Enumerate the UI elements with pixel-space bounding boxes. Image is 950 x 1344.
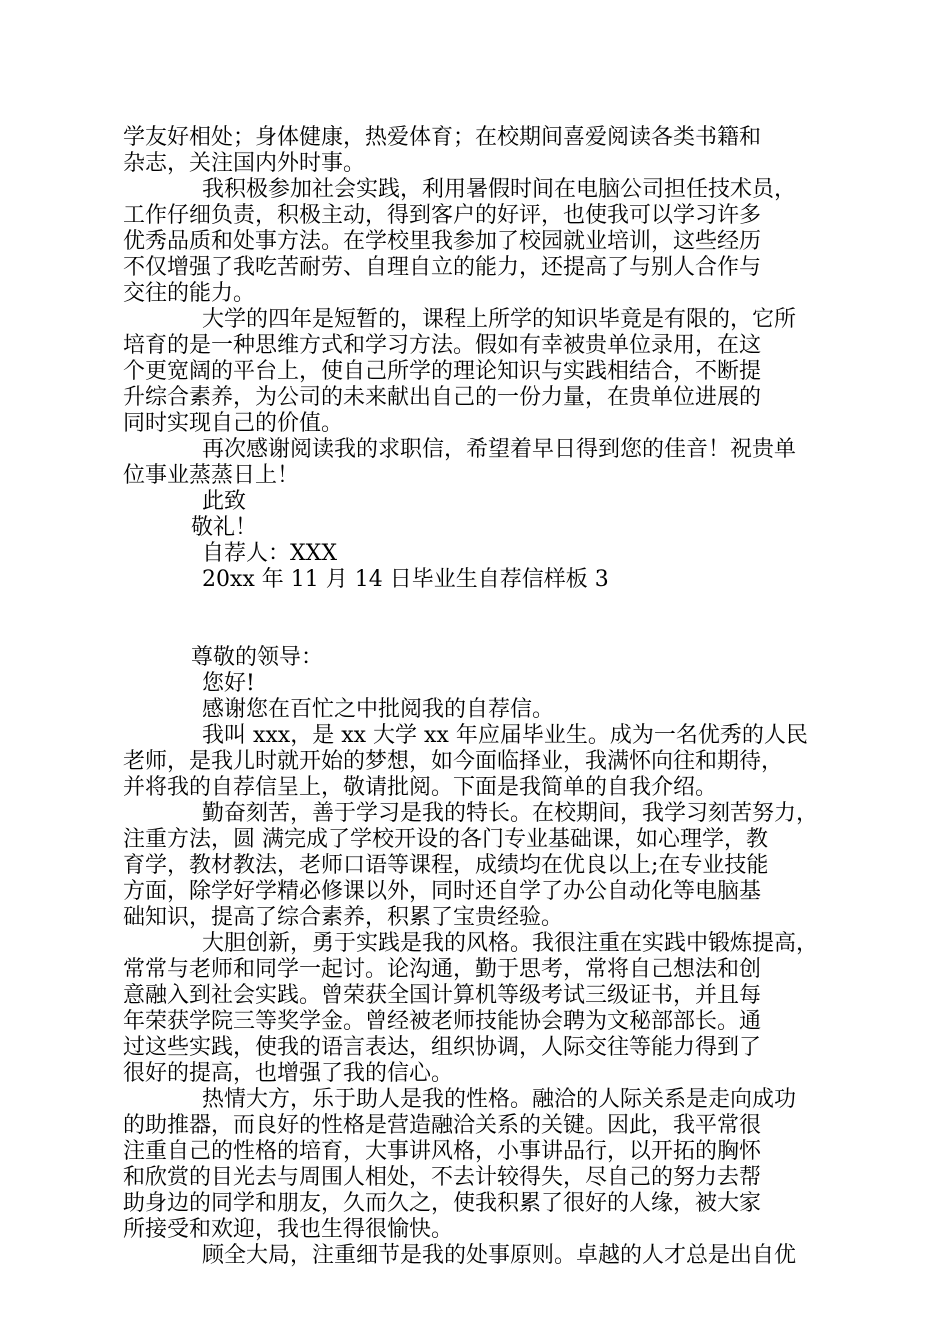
text-line: 20xx 年 11 月 14 日毕业生自荐信样板 3 — [202, 567, 609, 592]
text-line: 培育的是一种思维方式和学习方法。假如有幸被贵单位录用，在这 — [123, 333, 762, 358]
text-line: 学友好相处；身体健康，热爱体育；在校期间喜爱阅读各类书籍和 — [123, 125, 762, 150]
text-line: 工作仔细负责，积极主动，得到客户的好评，也使我可以学习许多 — [123, 203, 762, 228]
text-line: 年荣获学院三等奖学金。曾经被老师技能协会聘为文秘部部长。通 — [123, 1009, 762, 1034]
text-line: 优秀品质和处事方法。在学校里我参加了校园就业培训，这些经历 — [123, 229, 762, 254]
text-line: 顾全大局，注重细节是我的处事原则。卓越的人才总是出自优 — [202, 1243, 797, 1268]
text-line: 敬礼！ — [191, 515, 258, 540]
text-line: 不仅增强了我吃苦耐劳、自理自立的能力，还提高了与别人合作与 — [123, 255, 762, 280]
text-line: 我积极参加社会实践，利用暑假时间在电脑公司担任技术员， — [202, 177, 797, 202]
text-line: 方面，除学好学精必修课以外，同时还自学了办公自动化等电脑基 — [123, 879, 762, 904]
text-line: 自荐人：XXX — [202, 541, 337, 566]
text-line: 常常与老师和同学一起讨。论沟通，勤于思考，常将自己想法和创 — [123, 957, 762, 982]
text-line: 我叫 xxx，是 xx 大学 xx 年应届毕业生。成为一名优秀的人民 — [202, 723, 808, 748]
text-line: 注重方法，圆 满完成了学校开设的各门专业基础课，如心理学，教 — [123, 827, 768, 852]
text-line: 大胆创新，勇于实践是我的风格。我很注重在实践中锻炼提高， — [202, 931, 819, 956]
text-line: 所接受和欢迎，我也生得很愉快。 — [123, 1217, 454, 1242]
text-line: 勤奋刻苦，善于学习是我的特长。在校期间，我学习刻苦努力， — [202, 801, 819, 826]
text-line: 热情大方，乐于助人是我的性格。融洽的人际关系是走向成功 — [202, 1087, 797, 1112]
text-line: 过这些实践，使我的语言表达，组织协调，人际交往等能力得到了 — [123, 1035, 762, 1060]
text-line: 并将我的自荐信呈上，敬请批阅。下面是我简单的自我介绍。 — [123, 775, 718, 800]
text-line: 升综合素养，为公司的未来献出自己的一份力量，在贵单位进展的 — [123, 385, 762, 410]
text-line: 大学的四年是短暂的，课程上所学的知识毕竟是有限的，它所 — [202, 307, 797, 332]
text-line: 位事业蒸蒸日上！ — [123, 463, 300, 488]
text-line: 的助推器，而良好的性格是营造融洽关系的关键。因此，我平常很 — [123, 1113, 762, 1138]
text-line: 尊敬的领导： — [191, 645, 324, 670]
text-line: 意融入到社会实践。曾荣获全国计算机等级考试三级证书，并且每 — [123, 983, 762, 1008]
text-line: 助身边的同学和朋友，久而久之，使我积累了很好的人缘，被大家 — [123, 1191, 762, 1216]
text-line: 同时实现自己的价值。 — [123, 411, 344, 436]
text-line: 您好! — [202, 671, 255, 696]
text-line: 老师，是我儿时就开始的梦想，如今面临择业，我满怀向往和期待， — [123, 749, 784, 774]
text-line: 再次感谢阅读我的求职信，希望着早日得到您的佳音！祝贵单 — [202, 437, 797, 462]
text-line: 杂志，关注国内外时事。 — [123, 151, 366, 176]
text-line: 注重自己的性格的培育，大事讲风格，小事讲品行，以开拓的胸怀 — [123, 1139, 762, 1164]
text-line: 感谢您在百忙之中批阅我的自荐信。 — [202, 697, 555, 722]
text-line: 交往的能力。 — [123, 281, 256, 306]
text-line: 础知识，提高了综合素养，积累了宝贵经验。 — [123, 905, 564, 930]
text-line: 个更宽阔的平台上，使自己所学的理论知识与实践相结合，不断提 — [123, 359, 762, 384]
text-line: 育学，教材教法，老师口语等课程，成绩均在优良以上;在专业技能 — [123, 853, 769, 878]
text-line: 此致 — [202, 489, 247, 514]
text-line: 和欣赏的目光去与周围人相处，不去计较得失，尽自己的努力去帮 — [123, 1165, 762, 1190]
text-line: 很好的提高，也增强了我的信心。 — [123, 1061, 454, 1086]
